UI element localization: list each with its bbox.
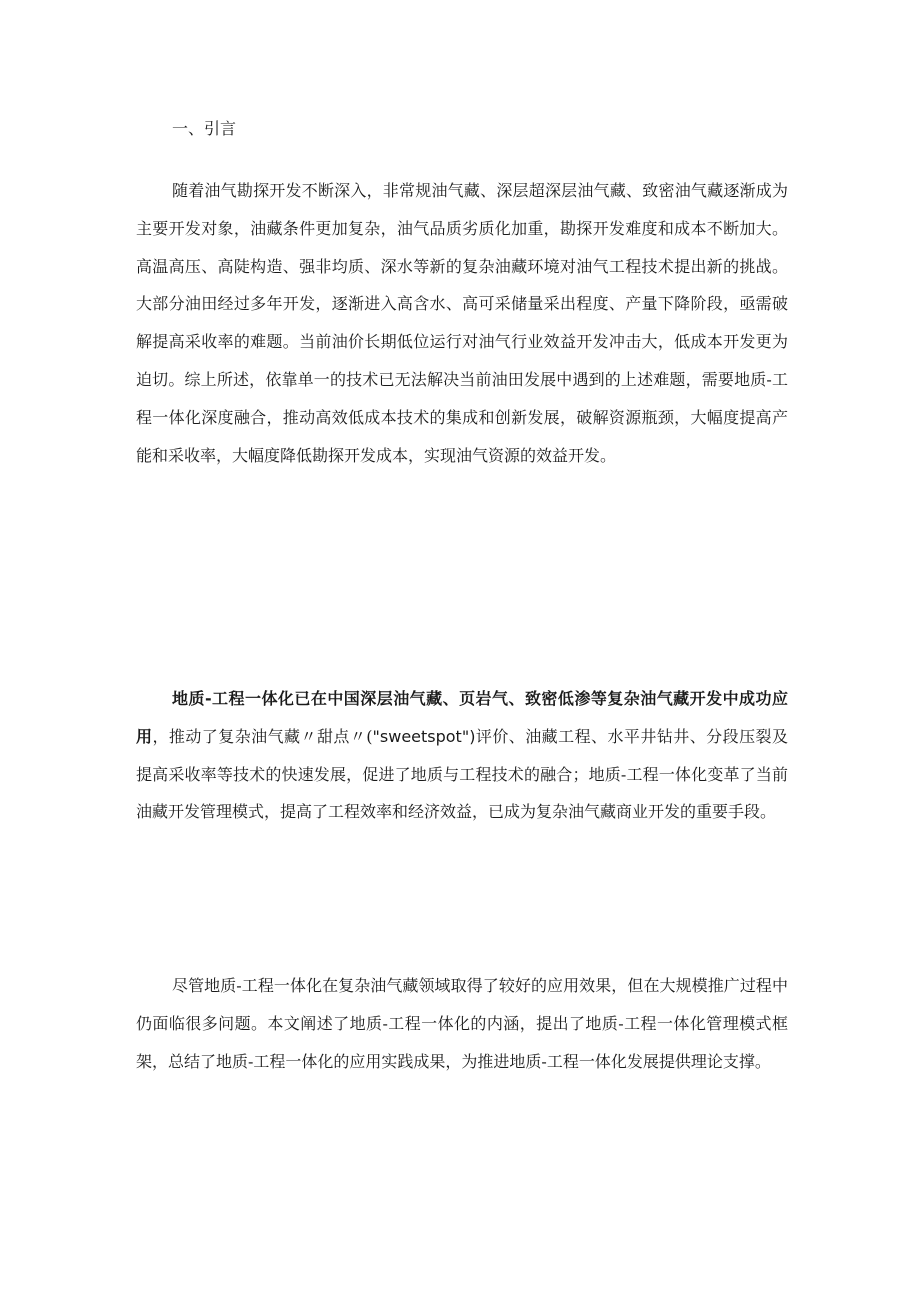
application-paragraph — [136, 680, 788, 831]
summary-paragraph: 尽管地质-工程一体化在复杂油气藏领域取得了较好的应用效果，但在大规模推广过程中仍面临很多问题。本文阐述了地质-工程一体化的内涵，提出了地质-工程一体化管理模式框架，总结了地质-工程一体化的应用实践成果，为推进地质-工程一体化发展提供理论支撑。 — [136, 976, 788, 1071]
section-heading: 一、引言 — [172, 119, 237, 138]
sweetspot-term: "sweetspot") — [372, 726, 476, 746]
intro-paragraph: 随着油气勘探开发不断深入，非常规油气藏、深层超深层油气藏、致密油气藏逐渐成为主要开发对象，油藏条件更加复杂，油气品质劣质化加重，勘探开发难度和成本不断加大。高温高压、高陡构造、强非均质、深水等新的复杂油藏环境对油气工程技术提出新的挑战。大部分油田经过多年开发，逐渐进入高含水、高可采储量采出程度、产量下降阶段，亟需破解提高采收率的难题。当前油价长期低位运行对油气行业效益开发冲击大，低成本开发更为迫切。综上所述，依靠单一的技术已无法解决当前油田发展中遇到的上述难题，需要地质-工程一体化深度融合，推动高效低成本技术的集成和创新发展，破解资源瓶颈，大幅度提高产能和采收率，大幅度降低勘探开发成本，实现油气资源的效益开发。 — [136, 181, 788, 465]
application-text-part1: ，推动了复杂油气藏〃甜点〃( — [152, 726, 373, 746]
application-text-part2: 评价、油藏工程、水平井钻井、分段压裂及提高采收率等技术的快速发展，促进了地质与工程技术的融合；地质-工程一体化变革了当前油藏开发管理模式，提高了工程效率和经济效益，已成为复杂油气藏商业开发的重要手段。 — [136, 726, 788, 822]
application-lead-text: 地质-工程一体化已在中国深层油气藏、页岩气、致密低渗等复杂油气藏开发中成功应用 — [136, 689, 788, 746]
